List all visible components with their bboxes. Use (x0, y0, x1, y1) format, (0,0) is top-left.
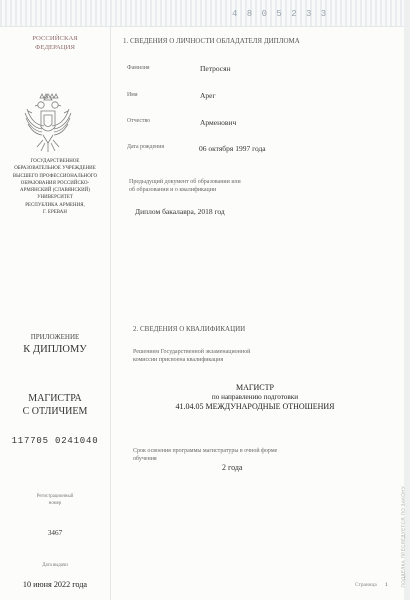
appendix-to-diploma: К ДИПЛОМУ (23, 344, 87, 355)
double-headed-eagle-emblem-icon (23, 91, 73, 154)
study-term-value: 2 года (222, 463, 243, 472)
registration-label-line-2: номер (48, 501, 62, 506)
org-line: РЕСПУБЛИКА АРМЕНИЯ, (25, 202, 85, 208)
commission-decision-line-2: комиссии присвоена квалификация (133, 356, 224, 363)
commission-decision-line-1: Решением Государственной экзаменационной (133, 349, 251, 355)
org-line: ГОСУДАРСТВЕННОЕ (30, 159, 80, 164)
qualification-section-title: 2. СВЕДЕНИЯ О КВАЛИФИКАЦИИ (133, 325, 246, 333)
org-line: ОБРАЗОВАТЕЛЬНОЕ УЧРЕЖДЕНИЕ (14, 166, 96, 172)
organization-name (0, 158, 110, 216)
org-line: УНИВЕРСИТЕТ (37, 195, 73, 201)
surname-label: Фамилия (127, 65, 150, 71)
surname-value: Петросян (200, 64, 231, 73)
page-label: Страница (355, 582, 377, 588)
direction-label: по направлению подготовки (211, 393, 299, 401)
page-number: 1 (385, 582, 388, 588)
issue-date-label: Дата выдачи (42, 563, 68, 568)
top-security-number: 4 8 0 5 2 3 3 (232, 9, 329, 19)
registration-label-line-1: Регистрационный (36, 494, 74, 499)
study-term-label-line-2: обучения (133, 455, 157, 462)
previous-document-label (129, 179, 241, 195)
patronymic-value: Арменович (200, 118, 237, 127)
left-column (0, 0, 110, 600)
column-divider (110, 26, 111, 600)
country-line-1: РОССИЙСКАЯ (32, 35, 78, 42)
degree-line-1: МАГИСТРА (28, 393, 82, 404)
holder-section-title: 1. СВЕДЕНИЯ О ЛИЧНОСТИ ОБЛАДАТЕЛЯ ДИПЛОМА (123, 37, 300, 45)
patronymic-label: Отчество (127, 118, 151, 124)
study-term-label (133, 448, 277, 464)
org-line: ОБРАЗОВАНИЯ РОССИЙСКО- (20, 180, 90, 186)
qualification-title: МАГИСТР (236, 383, 274, 392)
commission-decision (133, 349, 250, 365)
name-value: Арег (200, 91, 216, 100)
previous-document-label-line-2: об образовании и о квалификации (129, 186, 217, 193)
issue-date: 10 июня 2022 года (22, 580, 88, 589)
name-label: Имя (127, 92, 138, 98)
appendix-label: ПРИЛОЖЕНИЕ (30, 333, 80, 341)
dob-label: Дата рождения (127, 144, 165, 150)
dob-value: 06 октября 1997 года (199, 144, 266, 153)
degree-line-2: С ОТЛИЧИЕМ (22, 406, 88, 417)
org-line: АРМЯНСКИЙ (СЛАВЯНСКИЙ) (20, 188, 90, 193)
direction-value: 41.04.05 МЕЖДУНАРОДНЫЕ ОТНОШЕНИЯ (175, 402, 335, 411)
side-security-text: ПОДДЕЛКА ПРЕСЛЕДУЕТСЯ ПО ЗАКОНУ (400, 485, 406, 588)
registration-number: 3467 (47, 529, 63, 537)
study-term-label-line-1: Срок освоения программы магистратуры в очной форме (133, 448, 278, 454)
org-line: Г. ЕРЕВАН (43, 209, 67, 215)
previous-document-label-line-1: Предыдущий документ об образовании или (129, 179, 241, 185)
country-line-2: ФЕДЕРАЦИЯ (35, 44, 75, 51)
serial-number: 117705 0241040 (11, 436, 99, 446)
previous-document-value: Диплом бакалавра, 2018 год (135, 207, 225, 216)
org-line: ВЫСШЕГО ПРОФЕССИОНАЛЬНОГО (12, 173, 98, 179)
